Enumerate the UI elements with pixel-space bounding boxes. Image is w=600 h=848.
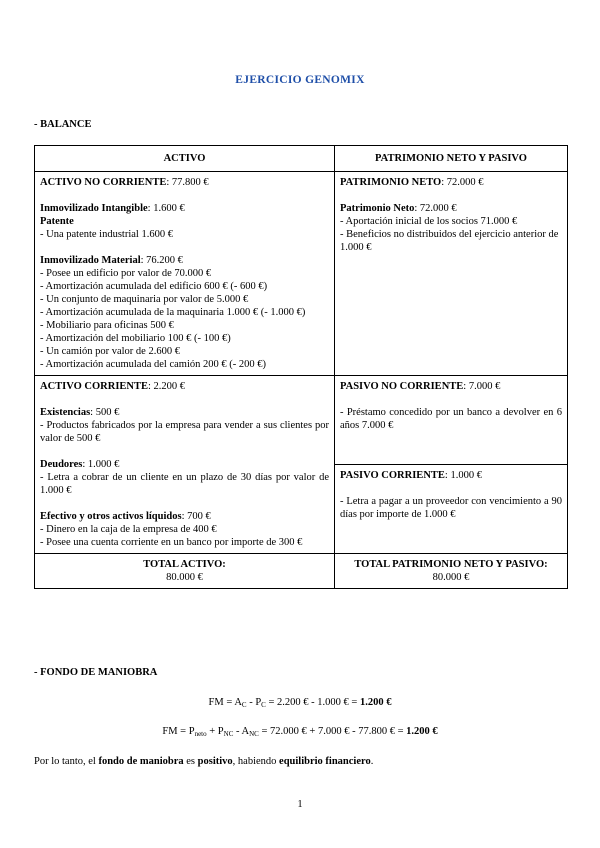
formula1-sub-p: C (261, 701, 266, 709)
anc-label: ACTIVO NO CORRIENTE (40, 177, 167, 188)
activo-corriente-cell (35, 376, 335, 554)
list-item: - Letra a cobrar de un cliente en un plazo de 30 días por valor de 1.000 € (40, 472, 329, 496)
table-row (35, 172, 568, 376)
pn-value: : 72.000 € (441, 177, 484, 188)
list-item: - Posee un edificio por valor de 70.000 € (40, 268, 212, 279)
table-row (35, 554, 568, 589)
pc-label: PASIVO CORRIENTE (340, 470, 445, 481)
list-item: - Aportación inicial de los socios 71.000 € (340, 216, 518, 227)
anc-value: : 77.800 € (166, 177, 209, 188)
formula2-plus: + P (206, 726, 224, 737)
list-item: - Amortización del mobiliario 100 € (- 100 €) (40, 333, 231, 344)
table-row (35, 376, 568, 465)
list-item: - Amortización acumulada del edificio 600 € (- 600 €) (40, 281, 268, 292)
formula1-rhs: = 2.200 € - 1.000 € = (265, 697, 360, 708)
formula2-lhs: FM = P (162, 726, 195, 737)
material-value: : 76.200 € (140, 255, 183, 266)
list-item: - Un conjunto de maquinaria por valor de 5.000 € (40, 294, 249, 305)
page-title: EJERCICIO GENOMIX (235, 74, 365, 86)
formula2-minus: - A (233, 726, 250, 737)
efectivo-label: Efectivo y otros activos líquidos (40, 511, 182, 522)
list-item: - Amortización acumulada de la maquinaria 1.000 € (- 1.000 €) (40, 307, 306, 318)
list-item: - Letra a pagar a un proveedor con vencimiento a 90 días por importe de 1.000 € (340, 496, 562, 520)
pasivo-corriente-cell (335, 465, 568, 554)
total-activo-value: 80.000 € (166, 572, 203, 583)
pc-value: : 1.000 € (444, 470, 482, 481)
formula2-sub-neto: neto (194, 730, 207, 738)
formula1-lhs: FM = A (208, 697, 242, 708)
ac-value: : 2.200 € (148, 381, 186, 392)
formula-fm-2 (0, 725, 600, 738)
conclusion-part: es (183, 756, 198, 767)
page-number: 1 (297, 799, 303, 810)
total-activo-cell (35, 554, 335, 589)
list-item: - Amortización acumulada del camión 200 € (- 200 €) (40, 359, 266, 370)
pnc-label: PASIVO NO CORRIENTE (340, 381, 464, 392)
list-item: - Beneficios no distribuidos del ejercicio anterior de 1.000 € (340, 229, 559, 253)
balance-heading: - BALANCE (34, 119, 92, 130)
formula1-result: 1.200 € (359, 697, 392, 708)
list-item: - Mobiliario para oficinas 500 € (40, 320, 174, 331)
list-item: - Préstamo concedido por un banco a devolver en 6 años 7.000 € (340, 407, 562, 431)
list-item: - Dinero en la caja de la empresa de 400 € (40, 524, 217, 535)
formula2-sub-nc: NC (223, 730, 234, 738)
conclusion-part: . (370, 756, 374, 767)
fondo-maniobra-heading: - FONDO DE MANIOBRA (34, 667, 158, 678)
ac-label: ACTIVO CORRIENTE (40, 381, 149, 392)
pn-sub-value: : 72.000 € (414, 203, 457, 214)
patente-label: Patente (40, 216, 74, 227)
list-item: - Productos fabricados por la empresa para vender a sus clientes por valor de 500 € (40, 420, 329, 444)
total-pasivo-label: TOTAL PATRIMONIO NETO Y PASIVO: (354, 559, 548, 570)
pasivo-no-corriente-cell (335, 376, 568, 465)
total-pasivo-cell (335, 554, 568, 589)
header-pasivo: PATRIMONIO NETO Y PASIVO (335, 146, 568, 172)
conclusion-part: , habiendo (232, 756, 280, 767)
deudores-label: Deudores (40, 459, 83, 470)
intangible-label: Inmovilizado Intangible (40, 203, 148, 214)
list-item: - Posee una cuenta corriente en un banco por importe de 300 € (40, 537, 303, 548)
formula2-sub-anc: NC (249, 730, 259, 738)
table-header-row (35, 146, 568, 172)
header-activo: ACTIVO (35, 146, 335, 172)
total-pasivo-value: 80.000 € (432, 572, 470, 583)
patente-item: - Una patente industrial 1.600 € (40, 229, 173, 240)
pn-sub-label: Patrimonio Neto (340, 203, 415, 214)
deudores-value: : 1.000 € (82, 459, 120, 470)
formula2-result: 1.200 € (406, 726, 438, 737)
pnc-value: : 7.000 € (463, 381, 501, 392)
patrimonio-neto-cell (335, 172, 568, 376)
formula2-rhs: = 72.000 € + 7.000 € - 77.800 € = (258, 726, 407, 737)
pn-label: PATRIMONIO NETO (340, 177, 442, 188)
conclusion-part: Por lo tanto, el (34, 756, 99, 767)
conclusion-bold: fondo de maniobra (98, 756, 184, 767)
total-activo-label: TOTAL ACTIVO: (143, 559, 226, 570)
list-item: - Un camión por valor de 2.600 € (40, 346, 180, 357)
existencias-label: Existencias (40, 407, 91, 418)
material-label: Inmovilizado Material (40, 255, 141, 266)
balance-table (34, 145, 568, 589)
formula1-sub-a: C (241, 701, 247, 709)
conclusion-bold: equilibrio financiero (279, 756, 371, 767)
formula-fm-1 (0, 696, 600, 709)
formula1-minus: - P (246, 697, 262, 708)
existencias-value: : 500 € (90, 407, 120, 418)
intangible-value: : 1.600 € (147, 203, 185, 214)
conclusion-text (34, 755, 373, 768)
efectivo-value: : 700 € (181, 511, 211, 522)
conclusion-bold: positivo (197, 756, 233, 767)
activo-no-corriente-cell (35, 172, 335, 376)
